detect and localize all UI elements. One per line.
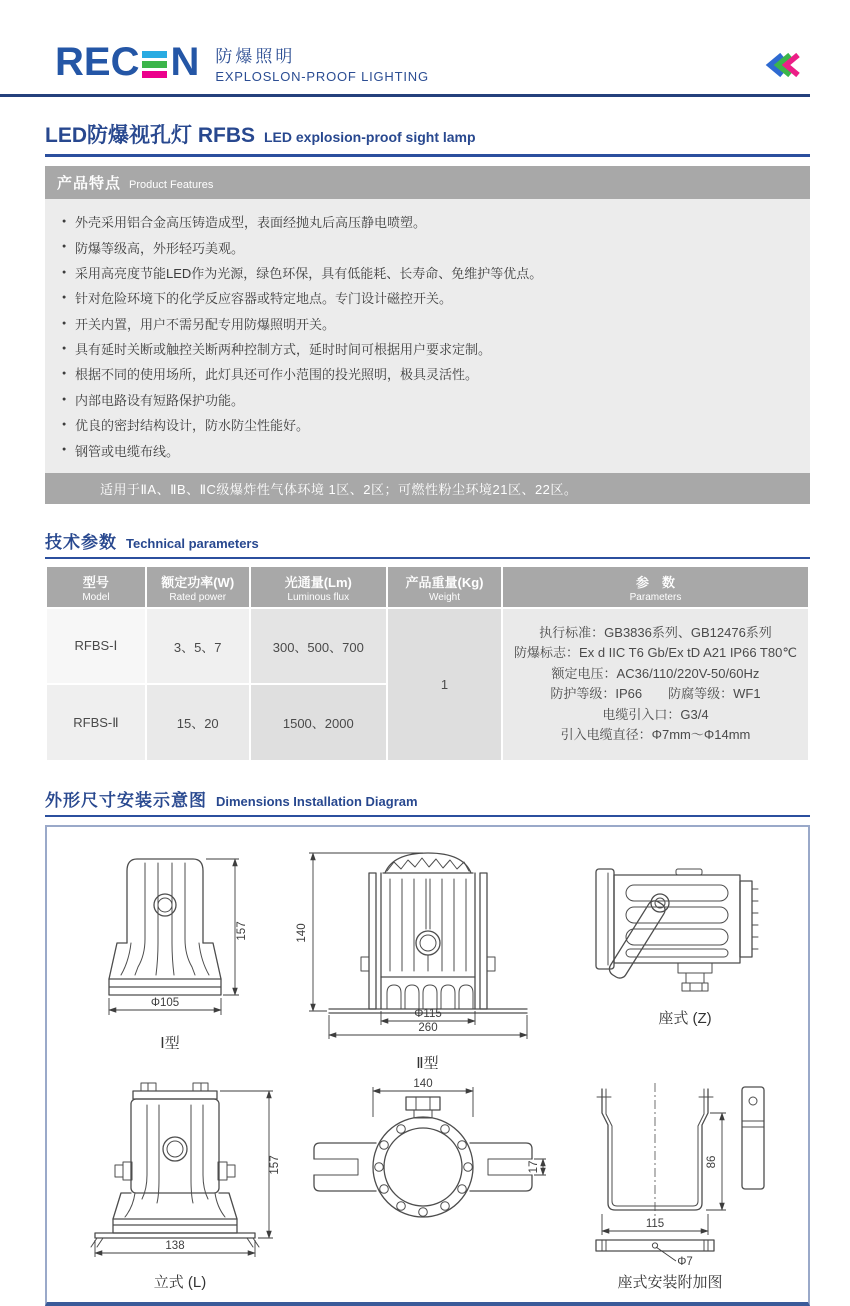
col-header-weight: 产品重量(Kg) Weight bbox=[388, 567, 501, 607]
table-row bbox=[47, 609, 808, 684]
tech-params-heading-cn: 技术参数 bbox=[45, 532, 117, 552]
feature-item: ● 防爆等级高，外形轻巧美观。 bbox=[61, 234, 792, 259]
dim-17: 17 bbox=[527, 1160, 540, 1174]
diagram-row-bottom bbox=[65, 1077, 790, 1292]
diagram-type1 bbox=[65, 845, 275, 1053]
col-header-model: 型号 Model bbox=[47, 567, 145, 607]
diagram-bracket-label: 座式安装附加图 bbox=[617, 1273, 723, 1291]
cell-weight: 1 bbox=[388, 609, 501, 760]
dimensions-heading-cn: 外形尺寸安装示意图 bbox=[45, 790, 207, 810]
cell-flux-1: 300、500、700 bbox=[251, 609, 387, 684]
dimensions-heading bbox=[45, 786, 810, 817]
dim-phi7: Φ7 bbox=[677, 1255, 693, 1268]
dim-phi115: Φ115 bbox=[413, 1007, 442, 1020]
vertical-drawing bbox=[65, 1077, 295, 1269]
col-header-luminous-flux: 光通量(Lm) Luminous flux bbox=[251, 567, 387, 607]
dim-140: 140 bbox=[295, 923, 308, 943]
diagram-type2 bbox=[293, 845, 563, 1073]
page-title-cn: LED防爆视孔灯 RFBS bbox=[45, 124, 255, 147]
diagram-clamp bbox=[298, 1077, 548, 1239]
dim-157: 157 bbox=[236, 921, 248, 941]
feature-item: ● 优良的密封结构设计，防水防尘性能好。 bbox=[61, 412, 792, 437]
cell-power-1: 3、5、7 bbox=[147, 609, 249, 684]
features-heading-bar bbox=[45, 166, 810, 199]
dimensions-heading-en: Dimensions Installation Diagram bbox=[216, 793, 418, 809]
cell-flux-2: 1500、2000 bbox=[251, 685, 387, 760]
dim-260: 260 bbox=[417, 1021, 438, 1034]
diagram-type2-label: Ⅱ型 bbox=[416, 1054, 439, 1072]
diagram-type1-label: Ⅰ型 bbox=[160, 1034, 180, 1052]
seat-drawing bbox=[580, 845, 790, 1005]
page-title bbox=[45, 119, 810, 157]
triple-chevron-icon bbox=[763, 52, 805, 83]
feature-item: ● 针对危险环境下的化学反应容器或特定地点。专门设计磁控开关。 bbox=[61, 285, 792, 310]
dimensions-diagram-box bbox=[45, 825, 810, 1306]
col-header-rated-power: 额定功率(W) Rated power bbox=[147, 567, 249, 607]
feature-item: ● 具有延时关断或触控关断两种控制方式，延时时间可根据用户要求定制。 bbox=[61, 336, 792, 361]
diagram-row-top bbox=[65, 845, 790, 1073]
logo-e-bars-icon bbox=[142, 47, 167, 78]
diagram-bracket bbox=[550, 1077, 790, 1292]
diagram-vertical-label: 立式 (L) bbox=[153, 1273, 207, 1291]
logo-text-left: REC bbox=[55, 40, 140, 84]
cell-parameters: 执行标准：GB3836系列、GB12476系列 防爆标志：Ex d IIC T6 Gb/Ex tD A21 IP66 T80℃ 额定电压：AC36/110/220V-50/60Hz 防护等级：IP66 防腐等级：WF1 电缆引入口：G3/4 引入电缆直径：Φ7mm～Φ14mm bbox=[503, 609, 808, 760]
header-rule bbox=[0, 94, 810, 97]
type2-drawing bbox=[293, 845, 563, 1050]
logo-text-right: N bbox=[170, 40, 200, 84]
table-header-row bbox=[47, 567, 808, 607]
applicable-zones-band: 适用于ⅡA、ⅡB、ⅡC级爆炸性气体环境 1区、2区；可燃性粉尘环境21区、22区。 bbox=[45, 473, 810, 504]
features-heading-cn: 产品特点 bbox=[57, 175, 122, 192]
dim-140: 140 bbox=[412, 1077, 433, 1090]
tech-params-heading-en: Technical parameters bbox=[126, 535, 259, 551]
bracket-drawing bbox=[550, 1077, 790, 1269]
diagram-vertical bbox=[65, 1077, 295, 1292]
cell-model-2: RFBS-Ⅱ bbox=[47, 685, 145, 760]
feature-item: ● 钢管或电缆布线。 bbox=[61, 437, 792, 462]
clamp-drawing bbox=[298, 1077, 548, 1239]
feature-item: ● 外壳采用铝合金高压铸造成型，表面经抛丸后高压静电喷塑。 bbox=[61, 209, 792, 234]
tech-params-heading bbox=[45, 528, 810, 559]
col-header-parameters: 参 数 Parameters bbox=[503, 567, 808, 607]
dim-138: 138 bbox=[165, 1239, 185, 1252]
feature-item: ● 内部电路设有短路保护功能。 bbox=[61, 387, 792, 412]
cell-power-2: 15、20 bbox=[147, 685, 249, 760]
tech-params-table bbox=[45, 565, 810, 762]
brand-name-cn: 防爆照明 bbox=[215, 47, 296, 66]
type1-drawing bbox=[65, 845, 275, 1030]
feature-item: ● 采用高亮度节能LED作为光源，绿色环保，具有低能耗、长寿命、免维护等优点。 bbox=[61, 260, 792, 285]
recen-logo bbox=[55, 42, 199, 82]
brand-block bbox=[215, 40, 429, 84]
dim-115: 115 bbox=[645, 1217, 665, 1230]
brand-name-en: EXPLOSLON-PROOF LIGHTING bbox=[215, 69, 429, 84]
page-header bbox=[0, 0, 850, 97]
diagram-seat-label: 座式 (Z) bbox=[658, 1009, 712, 1027]
page-title-en: LED explosion-proof sight lamp bbox=[264, 129, 476, 145]
cell-model-1: RFBS-Ⅰ bbox=[47, 609, 145, 684]
dim-86: 86 bbox=[706, 1155, 718, 1169]
dim-phi105: Φ105 bbox=[150, 996, 180, 1009]
features-list bbox=[45, 199, 810, 473]
feature-item: ● 根据不同的使用场所，此灯具还可作小范围的投光照明，极具灵活性。 bbox=[61, 361, 792, 386]
dim-157: 157 bbox=[269, 1155, 281, 1175]
feature-item: ● 开关内置，用户不需另配专用防爆照明开关。 bbox=[61, 311, 792, 336]
product-features-section bbox=[45, 166, 810, 504]
diagram-seat bbox=[580, 845, 790, 1028]
features-heading-en: Product Features bbox=[129, 179, 214, 191]
